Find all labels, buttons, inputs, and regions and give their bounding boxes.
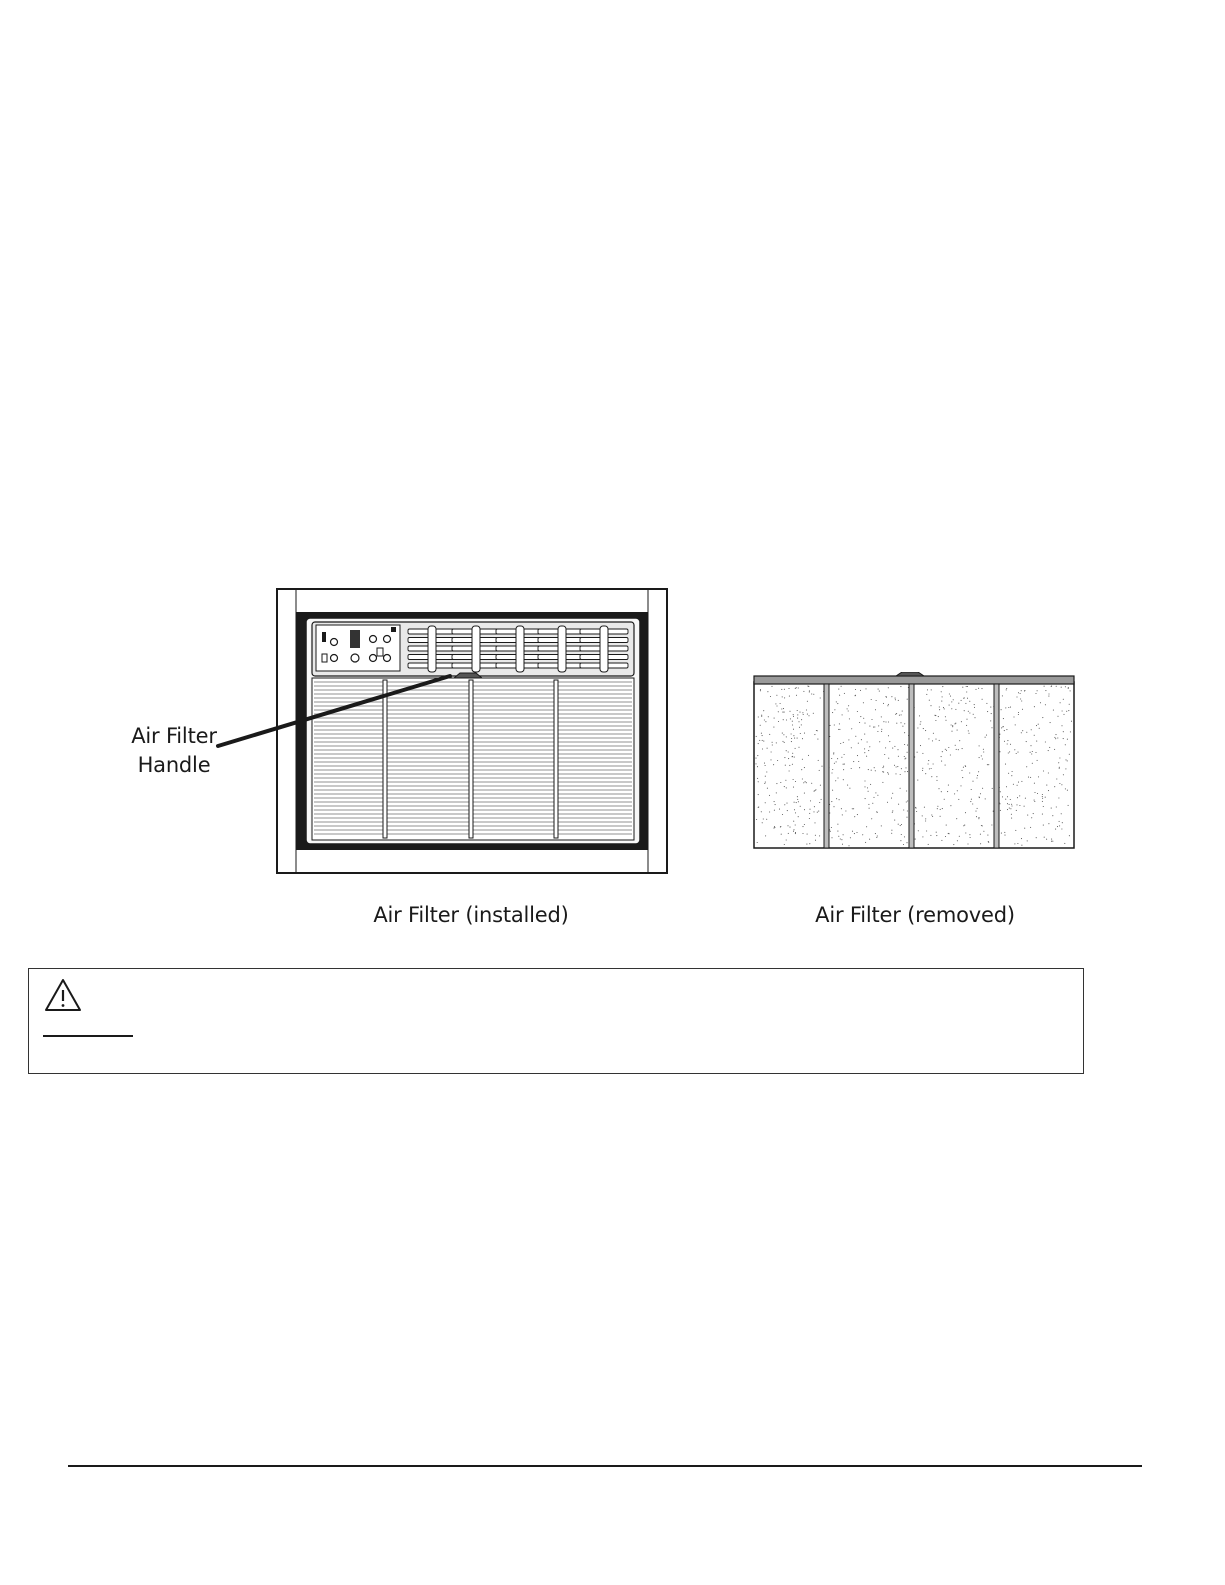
caption-air-filter-removed: Air Filter (removed) — [815, 903, 1015, 927]
caption-air-filter-installed: Air Filter (installed) — [373, 903, 569, 927]
top-louvers — [408, 626, 628, 672]
warning-triangle-icon — [43, 977, 83, 1013]
footer-rule — [68, 1465, 1142, 1467]
air-filter-illustration — [752, 672, 1076, 850]
control-panel — [316, 625, 400, 671]
warning-box — [28, 968, 1084, 1074]
warning-heading-underline — [43, 1035, 133, 1037]
callout-label-air-filter-handle: Air Filter Handle — [131, 724, 217, 777]
callout-leader-line — [200, 670, 460, 760]
